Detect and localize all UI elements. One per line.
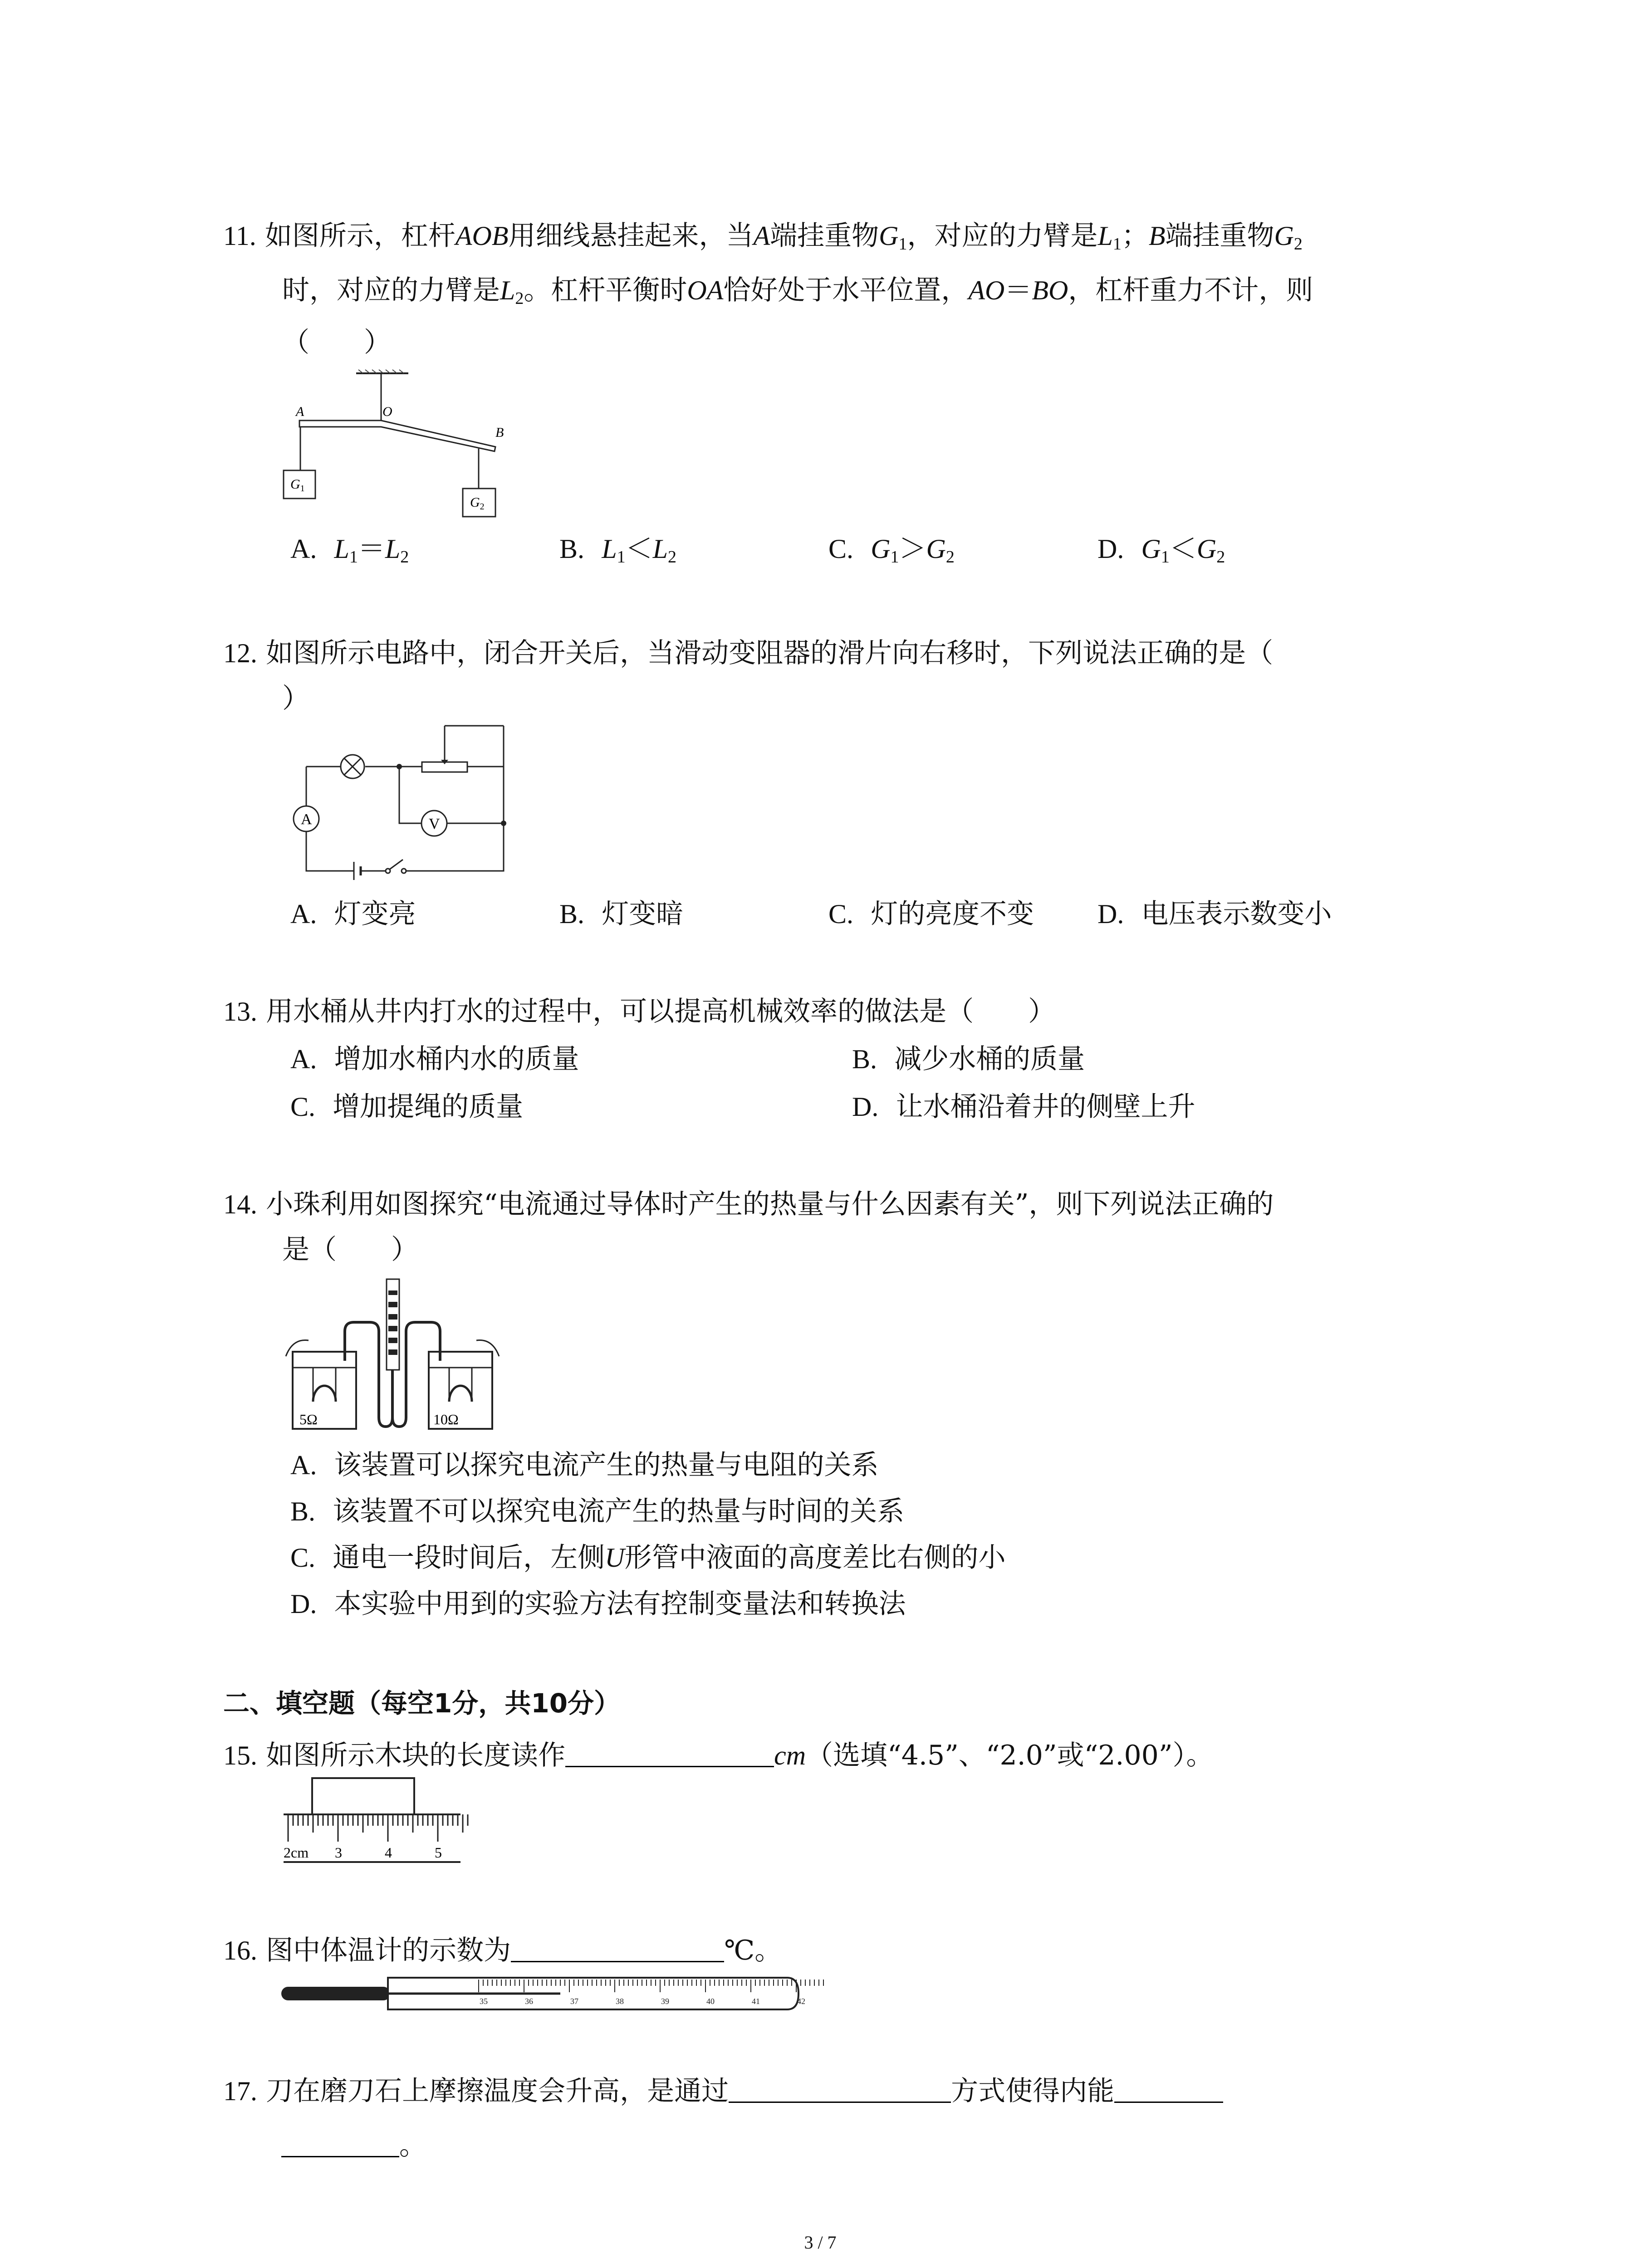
circuit-diagram xyxy=(272,721,517,889)
q13-stem: 13. 用水桶从井内打水的过程中，可以提高机械效率的做法是（ ） xyxy=(223,996,1056,1027)
q14-option-a[interactable]: A. 该装置可以探究电流产生的热量与电阻的关系 xyxy=(290,1449,879,1481)
q14-option-b[interactable]: B. 该装置不可以探究电流产生的热量与时间的关系 xyxy=(290,1496,905,1527)
q16-answer-blank[interactable] xyxy=(511,1933,724,1962)
resistor-10-label: 10Ω xyxy=(433,1411,459,1427)
q16-number: 16. xyxy=(223,1936,257,1965)
q11-line1: 11. 如图所示，杠杆AOB用细线悬挂起来，当A端挂重物$G_1$，对应的力臂是$L_1$；B端挂重物$G_2$ xyxy=(223,220,1303,254)
q12-line2: ） xyxy=(282,683,309,714)
thermometer-scale-label: 39 xyxy=(661,1997,669,2006)
q13-number: 13. xyxy=(223,997,257,1026)
label-g1: $G_1$ xyxy=(290,477,305,494)
ruler-label-2cm: 2cm xyxy=(284,1844,309,1861)
q15-stem: 15. 如图所示木块的长度读作 cm（选填“4.5”、“2.0”或“2.00”）。 xyxy=(223,1733,1214,1778)
thermometer-scale-label: 40 xyxy=(706,1997,715,2006)
thermometer-scale-label: 36 xyxy=(525,1997,533,2006)
q17-line2: 。 xyxy=(281,2123,426,2168)
q13-option-b[interactable]: B. 减少水桶的质量 xyxy=(852,1043,1085,1075)
q11-option-b[interactable]: B. $L_1<L_2$ xyxy=(559,533,676,567)
ruler-label-5: 5 xyxy=(435,1844,442,1861)
q11-line2: 时，对应的力臂是$L_2$。杠杆平衡时OA恰好处于水平位置，AO＝BO，杠杆重力不计，则 xyxy=(282,274,1313,308)
q12-option-c[interactable]: C. 灯的亮度不变 xyxy=(828,898,1034,930)
q17-answer-blank-1[interactable] xyxy=(729,2073,951,2103)
thermometer-scale-label: 35 xyxy=(480,1997,488,2006)
q11-bracket: （ ） xyxy=(282,327,391,358)
q15-answer-blank[interactable] xyxy=(565,1738,774,1767)
q14-option-c[interactable]: C. 通电一段时间后，左侧U形管中液面的高度差比右侧的小 xyxy=(290,1542,1006,1574)
q17-answer-blank-2b[interactable] xyxy=(281,2128,399,2157)
label-a: A xyxy=(296,404,304,419)
q11-option-a[interactable]: A. $L_1=L_2$ xyxy=(290,533,409,567)
q16-stem: 16. 图中体温计的示数为 ℃。 xyxy=(223,1928,782,1973)
resistor-5-label: 5Ω xyxy=(299,1411,318,1427)
joule-heating-apparatus xyxy=(281,1277,508,1440)
ammeter-label: A xyxy=(301,811,312,828)
q14-number: 14. xyxy=(223,1189,257,1219)
ruler-label-4: 4 xyxy=(385,1844,392,1861)
section-heading: 二、填空题（每空1分，共10分） xyxy=(223,1688,621,1719)
q14-line2: 是（ ） xyxy=(282,1234,418,1266)
thermometer-scale-label: 37 xyxy=(570,1997,578,2006)
q12-option-a[interactable]: A. 灯变亮 xyxy=(290,898,416,930)
thermometer-scale-label: 42 xyxy=(797,1997,805,2006)
q14-option-d[interactable]: D. 本实验中用到的实验方法有控制变量法和转换法 xyxy=(290,1588,906,1620)
q11-number: 11. xyxy=(223,221,256,251)
lever-diagram xyxy=(272,370,526,519)
q17-stem: 17. 刀在磨刀石上摩擦温度会升高，是通过 方式使得内能 xyxy=(223,2068,1223,2114)
thermometer-scale-label: 38 xyxy=(616,1997,624,2006)
label-b: B xyxy=(495,425,504,440)
q12-option-b[interactable]: B. 灯变暗 xyxy=(559,898,684,930)
q13-option-a[interactable]: A. 增加水桶内水的质量 xyxy=(290,1043,579,1075)
thermometer-scale-label: 41 xyxy=(752,1997,760,2006)
page-number: 3 / 7 xyxy=(804,2232,837,2253)
q17-number: 17. xyxy=(223,2076,257,2106)
q13-option-d[interactable]: D. 让水桶沿着井的侧壁上升 xyxy=(852,1091,1195,1123)
q14-line1: 14. 小珠利用如图探究“电流通过导体时产生的热量与什么因素有关”，则下列说法正确的 xyxy=(223,1188,1274,1220)
label-g2: $G_2$ xyxy=(470,495,485,512)
q12-line1: 12. 如图所示电路中，闭合开关后，当滑动变阻器的滑片向右移时，下列说法正确的是（ xyxy=(223,637,1274,669)
q12-option-d[interactable]: D. 电压表示数变小 xyxy=(1097,898,1332,930)
label-o: O xyxy=(382,404,392,419)
q12-number: 12. xyxy=(223,638,257,668)
thermometer-figure xyxy=(279,1973,805,2014)
voltmeter-label: V xyxy=(429,816,440,832)
q17-answer-blank-2a[interactable] xyxy=(1114,2073,1223,2103)
ruler-label-3: 3 xyxy=(335,1844,342,1861)
q11-option-d[interactable]: D. $G_1<G_2$ xyxy=(1097,533,1225,567)
q13-option-c[interactable]: C. 增加提绳的质量 xyxy=(290,1091,524,1123)
ruler-figure xyxy=(281,1774,463,1869)
q11-option-c[interactable]: C. $G_1>G_2$ xyxy=(828,533,955,567)
q15-number: 15. xyxy=(223,1740,257,1770)
